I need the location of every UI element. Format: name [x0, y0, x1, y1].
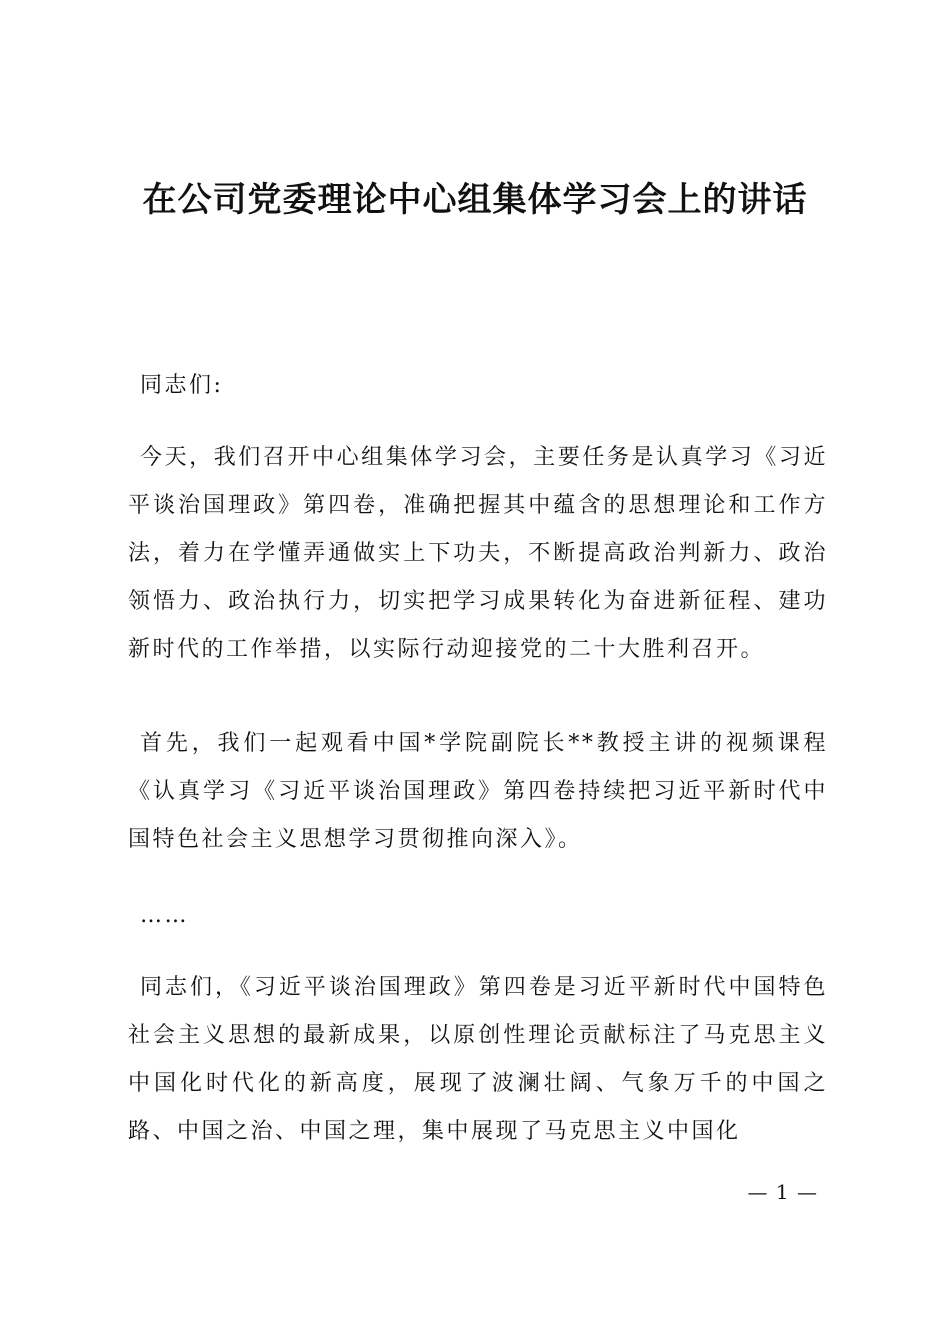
paragraph-intro: 今天，我们召开中心组集体学习会，主要任务是认真学习《习近平谈治国理政》第四卷，准确把握其中蕴含的思想理论和工作方法，着力在学懂弄通做实上下功夫，不断提高政治判新力、政治领悟力、政治执行力，切实把学习成果转化为奋进新征程、建功新时代的工作举措，以实际行动迎接党的二十大胜利召开。	[128, 445, 828, 662]
page-number: — 1 —	[747, 1180, 818, 1204]
paragraph-ellipsis: ……	[140, 903, 189, 928]
paragraph-video-course: 首先，我们一起观看中国*学院副院长**教授主讲的视频课程《认真学习《习近平谈治国理政》第四卷持续把习近平新时代中国特色社会主义思想学习贯彻推向深入》。	[128, 731, 828, 852]
greeting-paragraph: 同志们:	[140, 373, 224, 398]
document-title: 在公司党委理论中心组集体学习会上的讲话	[142, 180, 808, 220]
paragraph-significance: 同志们，《习近平谈治国理政》第四卷是习近平新时代中国特色社会主义思想的最新成果，以原创性理论贡献标注了马克思主义中国化时代化的新高度，展现了波澜壮阔、气象万千的中国之路、中国之治、中国之理，集中展现了马克思主义中国化	[128, 975, 828, 1144]
